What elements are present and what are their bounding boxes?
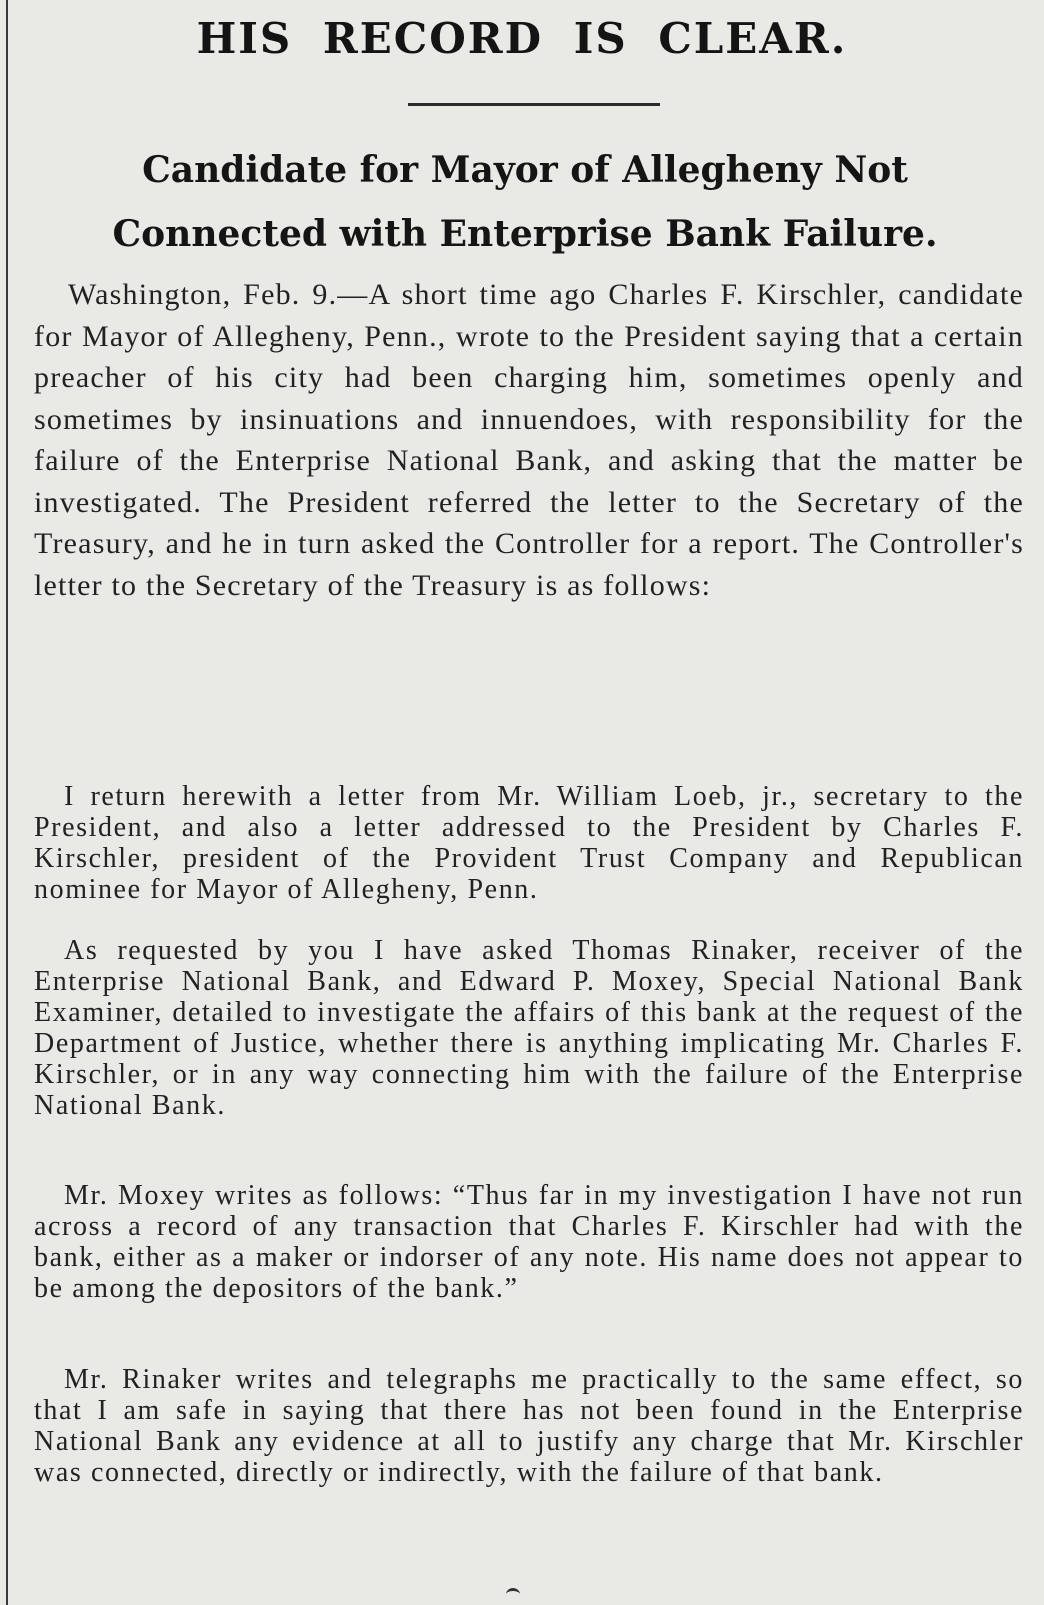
headline-divider: [408, 103, 660, 106]
letter-paragraph-4: Mr. Rinaker writes and telegraphs me practically to the same effect, so that I am safe in saying that there has not been found in the Enterprise National Bank any evidence at all to justify any charge that Mr. Kirschler was connected, directly or indirectly, with the failure of that bank.: [34, 1364, 1024, 1488]
intro-paragraph: Washington, Feb. 9.—A short time ago Charles F. Kirschler, candidate for Mayor of Allegheny, Penn., wrote to the President saying that a certain preacher of his city had been charging him, sometimes openly and sometimes by insinuations and innuendoes, with responsibility for the failure of the Enterprise National Bank, and asking that the matter be investigated. The President referred the letter to the Secretary of the Treasury, and he in turn asked the Controller for a report. The Controller's letter to the Secretary of the Treasury is as follows:: [34, 278, 1024, 602]
subheadline: Candidate for Mayor of Allegheny Not Connected with Enterprise Bank Failure.: [112, 149, 938, 255]
letter-paragraph-2: As requested by you I have asked Thomas Rinaker, receiver of the Enterprise National Bank, and Edward P. Moxey, Special National Bank Examiner, detailed to investigate the affairs of this bank at the request of the Department of Justice, whether there is anything implicating Mr. Charles F. Kirschler, or in any way connecting him with the failure of the Enterprise National Bank.: [34, 935, 1024, 1121]
column-rule: [6, 0, 8, 1605]
letter-paragraph-3: Mr. Moxey writes as follows: “Thus far in my investigation I have not run across a record of any transaction that Charles F. Kirschler had with the bank, either as a maker or indorser of any note. His name does not appear to be among the depositors of the bank.”: [34, 1180, 1024, 1304]
headline: HIS RECORD IS CLEAR.: [196, 14, 848, 63]
column-continuation-mark: [506, 1588, 520, 1601]
letter-paragraph-1: I return herewith a letter from Mr. William Loeb, jr., secretary to the President, and also a letter addressed to the President by Charles F. Kirschler, president of the Provident Trust Company and Republican nominee for Mayor of Allegheny, Penn.: [34, 781, 1024, 905]
